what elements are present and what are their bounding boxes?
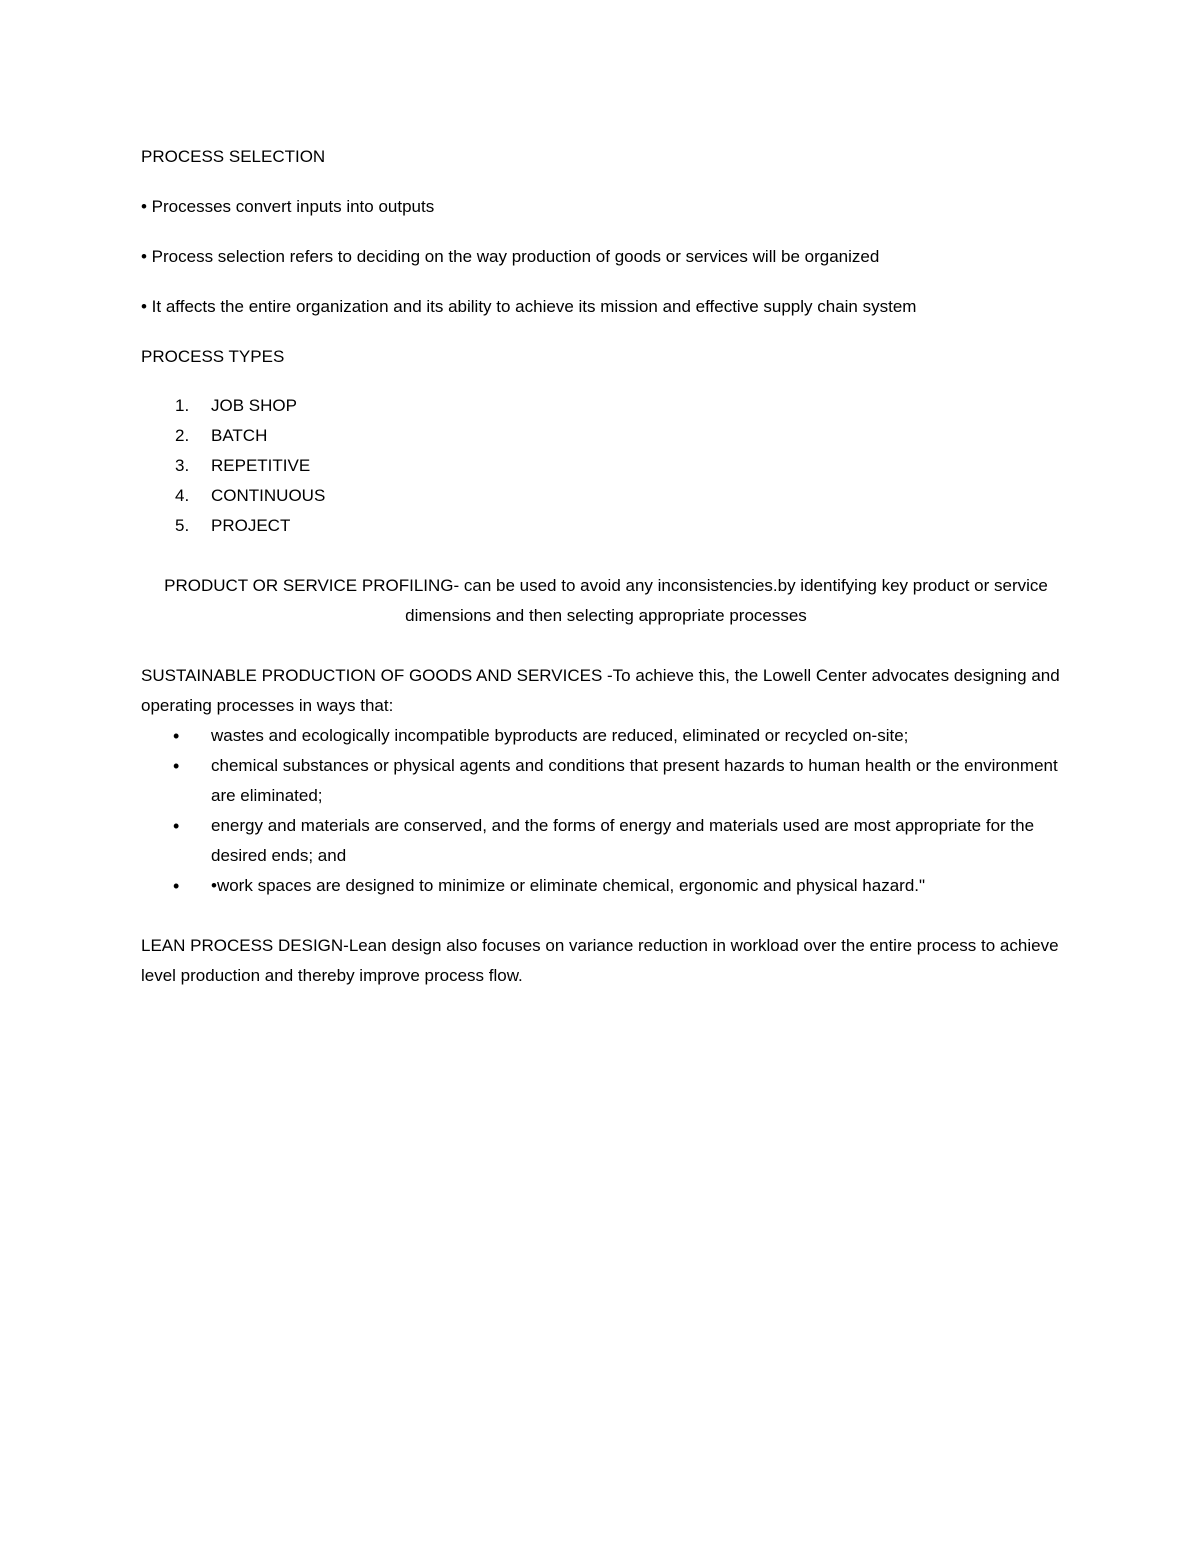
- list-item: [141, 811, 1071, 871]
- list-item-text: chemical substances or physical agents and conditions that present hazards to human health or the environment are eliminated;: [211, 756, 1058, 805]
- list-item: [141, 451, 1071, 481]
- list-number: 3.: [175, 456, 190, 475]
- list-item-text: energy and materials are conserved, and the forms of energy and materials used are most appropriate for the desired ends; and: [211, 816, 1035, 865]
- list-item: [141, 721, 1071, 751]
- process-types-list: [141, 391, 1071, 541]
- list-item-label: REPETITIVE: [211, 456, 311, 475]
- list-number: 5.: [175, 516, 190, 535]
- bullet-icon: •: [173, 756, 180, 776]
- process-selection-bullet-1: • Processes convert inputs into outputs: [141, 197, 435, 216]
- list-item: [141, 421, 1071, 451]
- list-number: 4.: [175, 486, 190, 505]
- sustainable-intro: SUSTAINABLE PRODUCTION OF GOODS AND SERVICES -To achieve this, the Lowell Center advocates designing and operating processes in ways that:: [141, 666, 1065, 715]
- list-item: [141, 481, 1071, 511]
- process-selection-bullet-2: • Process selection refers to deciding on the way production of goods or services will be organized: [141, 247, 880, 266]
- list-number: 2.: [175, 426, 190, 445]
- list-item-label: BATCH: [211, 426, 268, 445]
- sustainable-list: [141, 721, 1071, 901]
- bullet-icon: •: [173, 726, 180, 746]
- list-item: [141, 751, 1071, 811]
- list-item: [141, 511, 1071, 541]
- list-item-text: •work spaces are designed to minimize or eliminate chemical, ergonomic and physical hazard.": [211, 876, 926, 895]
- bullet-icon: •: [173, 816, 180, 836]
- process-types-heading: PROCESS TYPES: [141, 347, 285, 366]
- list-item-label: PROJECT: [211, 516, 291, 535]
- process-selection-heading: PROCESS SELECTION: [141, 147, 326, 166]
- list-item-label: JOB SHOP: [211, 396, 297, 415]
- list-item: [141, 391, 1071, 421]
- process-selection-bullet-3: • It affects the entire organization and its ability to achieve its mission and effective supply chain system: [141, 297, 917, 316]
- profiling-paragraph: PRODUCT OR SERVICE PROFILING- can be used to avoid any inconsistencies.by identifying key product or service dimensions and then selecting appropriate processes: [164, 576, 1053, 625]
- list-item-label: CONTINUOUS: [211, 486, 326, 505]
- lean-paragraph: LEAN PROCESS DESIGN-Lean design also focuses on variance reduction in workload over the entire process to achieve level production and thereby improve process flow.: [141, 936, 1064, 985]
- list-item-text: wastes and ecologically incompatible byproducts are reduced, eliminated or recycled on-site;: [211, 726, 909, 745]
- bullet-icon: •: [173, 876, 180, 896]
- list-number: 1.: [175, 396, 190, 415]
- list-item: [141, 871, 1071, 901]
- document-page: [141, 142, 1071, 991]
